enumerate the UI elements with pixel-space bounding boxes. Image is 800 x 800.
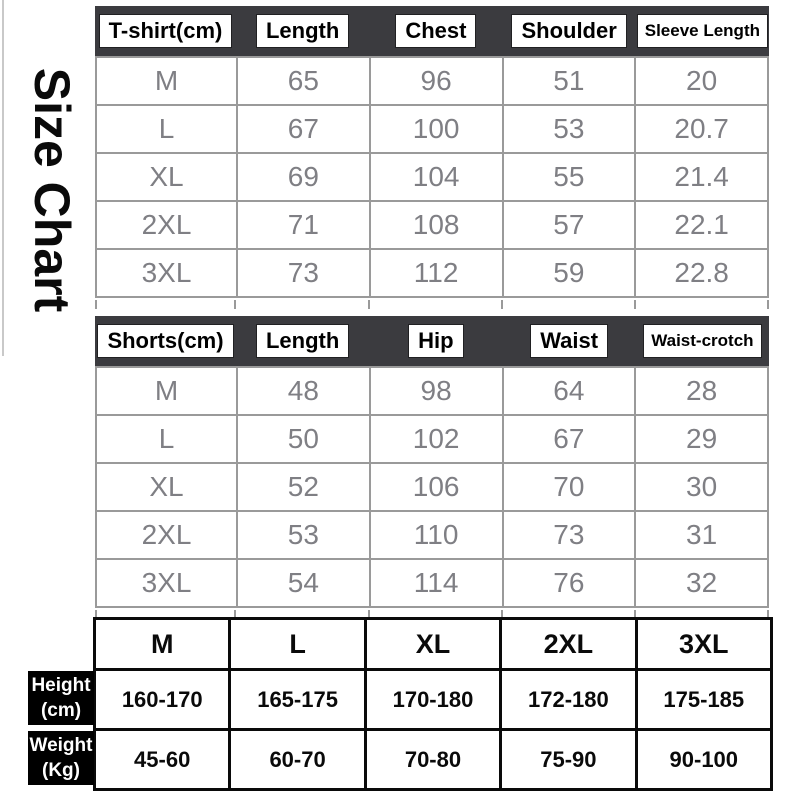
height-row	[95, 670, 772, 730]
table-row	[96, 249, 768, 297]
shorts-header-cell: Hip	[409, 325, 462, 357]
value-cell: 53	[503, 105, 636, 153]
tshirt-header-cell: T-shirt(cm)	[100, 15, 232, 47]
weight-value-cell: 90-100	[636, 730, 771, 790]
value-cell: 20	[635, 57, 768, 105]
size-header-cell: L	[230, 619, 365, 670]
weight-value-cell: 70-80	[365, 730, 500, 790]
value-cell: 22.1	[635, 201, 768, 249]
size-cell: 3XL	[96, 559, 237, 607]
value-cell: 59	[503, 249, 636, 297]
size-header-cell: XL	[365, 619, 500, 670]
weight-value-cell: 60-70	[230, 730, 365, 790]
column-divider-stub	[234, 300, 236, 309]
value-cell: 22.8	[635, 249, 768, 297]
value-cell: 31	[635, 511, 768, 559]
value-cell: 48	[237, 367, 370, 415]
table-row	[96, 201, 768, 249]
value-cell: 51	[503, 57, 636, 105]
weight-row-label	[28, 731, 94, 785]
size-cell: 2XL	[96, 201, 237, 249]
table-row	[96, 559, 768, 607]
height-label-line2: (cm)	[40, 700, 82, 721]
shorts-table	[95, 366, 769, 608]
size-cell: L	[96, 105, 237, 153]
value-cell: 20.7	[635, 105, 768, 153]
height-value-cell: 160-170	[95, 670, 230, 730]
size-cell: XL	[96, 153, 237, 201]
value-cell: 32	[635, 559, 768, 607]
column-divider-stub	[501, 300, 503, 309]
body-size-table	[93, 617, 773, 791]
value-cell: 29	[635, 415, 768, 463]
value-cell: 110	[370, 511, 503, 559]
value-cell: 102	[370, 415, 503, 463]
shorts-header-cell: Waist-crotch	[644, 325, 760, 357]
column-divider-stub	[368, 300, 370, 309]
weight-value-cell: 45-60	[95, 730, 230, 790]
shorts-header-cell: Length	[257, 325, 348, 357]
shorts-header-cell: Shorts(cm)	[98, 325, 232, 357]
value-cell: 28	[635, 367, 768, 415]
tshirt-header-cell: Sleeve Length	[638, 15, 767, 47]
value-cell: 70	[503, 463, 636, 511]
value-cell: 53	[237, 511, 370, 559]
value-cell: 55	[503, 153, 636, 201]
size-cell: XL	[96, 463, 237, 511]
height-value-cell: 170-180	[365, 670, 500, 730]
value-cell: 108	[370, 201, 503, 249]
value-cell: 73	[237, 249, 370, 297]
tshirt-header-cell: Chest	[396, 15, 475, 47]
table-row	[96, 367, 768, 415]
column-divider-stub	[95, 300, 97, 309]
height-value-cell: 172-180	[501, 670, 636, 730]
size-cell: L	[96, 415, 237, 463]
size-header-cell: 3XL	[636, 619, 771, 670]
table-row	[96, 463, 768, 511]
table-row	[96, 153, 768, 201]
size-cell: 3XL	[96, 249, 237, 297]
weight-row	[95, 730, 772, 790]
size-header-cell: 2XL	[501, 619, 636, 670]
value-cell: 73	[503, 511, 636, 559]
height-label-line1: Height	[31, 675, 91, 696]
value-cell: 30	[635, 463, 768, 511]
table-row	[96, 511, 768, 559]
tshirt-table	[95, 56, 769, 298]
shorts-header-band	[95, 316, 769, 366]
value-cell: 50	[237, 415, 370, 463]
value-cell: 76	[503, 559, 636, 607]
table-row	[96, 415, 768, 463]
size-cell: M	[96, 367, 237, 415]
tshirt-header-cell: Shoulder	[512, 15, 625, 47]
value-cell: 112	[370, 249, 503, 297]
shorts-header-cell: Waist	[531, 325, 607, 357]
column-divider-stub	[767, 300, 769, 309]
value-cell: 100	[370, 105, 503, 153]
cropped-row-stubs	[95, 300, 769, 309]
weight-label-line1: Weight	[29, 735, 93, 756]
value-cell: 64	[503, 367, 636, 415]
value-cell: 69	[237, 153, 370, 201]
table-row	[96, 57, 768, 105]
value-cell: 96	[370, 57, 503, 105]
value-cell: 52	[237, 463, 370, 511]
page-title: Size Chart	[24, 67, 80, 313]
value-cell: 106	[370, 463, 503, 511]
column-divider-stub	[634, 300, 636, 309]
size-header-cell: M	[95, 619, 230, 670]
value-cell: 57	[503, 201, 636, 249]
size-cell: M	[96, 57, 237, 105]
value-cell: 98	[370, 367, 503, 415]
value-cell: 21.4	[635, 153, 768, 201]
left-edge-line	[2, 0, 4, 356]
tshirt-header-band	[95, 6, 769, 56]
tshirt-header-cell: Length	[257, 15, 348, 47]
weight-value-cell: 75-90	[501, 730, 636, 790]
weight-label-line2: (Kg)	[42, 760, 80, 781]
value-cell: 71	[237, 201, 370, 249]
body-size-header-row	[95, 619, 772, 670]
value-cell: 65	[237, 57, 370, 105]
table-row	[96, 105, 768, 153]
height-value-cell: 175-185	[636, 670, 771, 730]
value-cell: 114	[370, 559, 503, 607]
value-cell: 67	[503, 415, 636, 463]
height-row-label	[28, 671, 94, 725]
height-value-cell: 165-175	[230, 670, 365, 730]
value-cell: 54	[237, 559, 370, 607]
value-cell: 104	[370, 153, 503, 201]
size-cell: 2XL	[96, 511, 237, 559]
value-cell: 67	[237, 105, 370, 153]
